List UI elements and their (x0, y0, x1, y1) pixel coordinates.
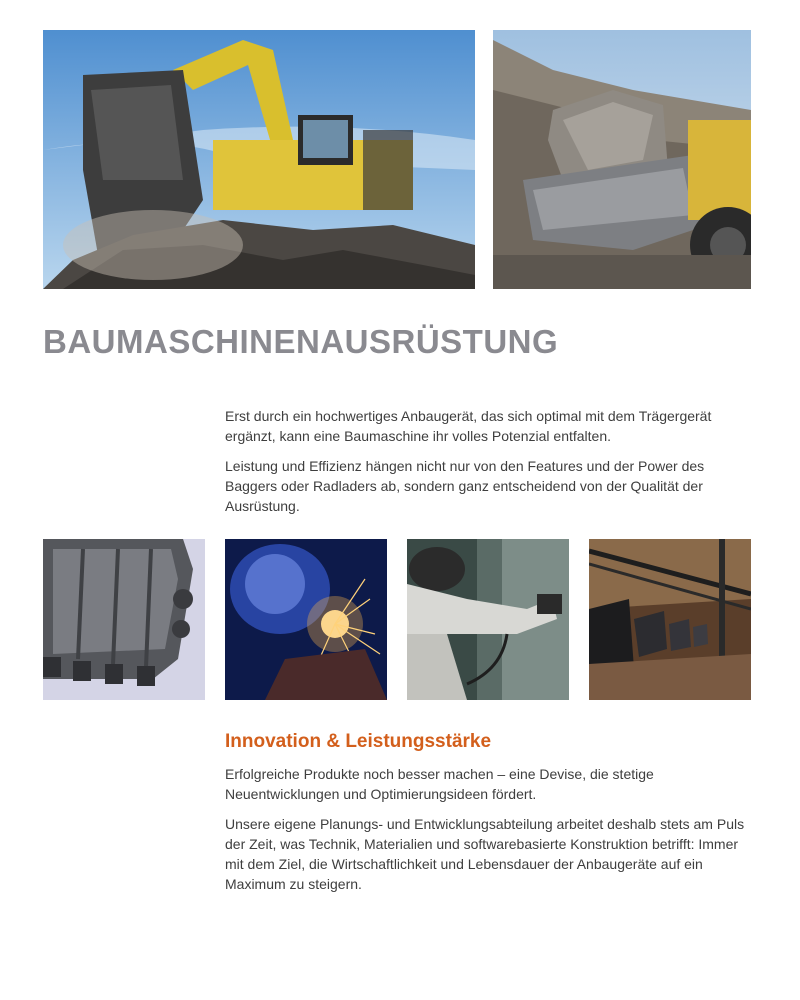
hero-photo-wheel-loader (493, 30, 751, 289)
innovation-paragraph: Unsere eigene Planungs- und Entwicklungsabteilung arbeitet deshalb stets am Puls der Zeit, was Technik, Materialien und softwarebasierte Konstruktion betrifft: Immer mit dem Ziel, die Wirtschaftlichkeit und Lebensdauer der Anbaugeräte auf ein Maximum zu steigern. (225, 816, 745, 892)
photo-bucket-render (43, 539, 205, 700)
photo-worker-grinding (407, 539, 569, 700)
intro-paragraph: Erst durch ein hochwertiges Anbaugerät, das sich optimal mit dem Trägergerät ergänzt, kann eine Baumaschine ihr volles Potenzial entfalten. (225, 408, 712, 444)
innovation-heading: Innovation & Leistungsstärke (225, 731, 492, 752)
intro-text (225, 406, 755, 526)
innovation-section (225, 730, 755, 904)
intro-paragraph: Leistung und Effizienz hängen nicht nur von den Features und der Power des Baggers oder Radladers ab, sondern ganz entscheidend von der Qualität der Ausrüstung. (225, 458, 705, 514)
innovation-paragraph: Erfolgreiche Produkte noch besser machen – eine Devise, die stetige Neuentwicklungen und Optimierungsideen fördert. (225, 766, 654, 802)
page-title: BAUMASCHINENAUSRÜSTUNG (43, 323, 559, 360)
photo-welding (225, 539, 387, 700)
hero-photo-excavator (43, 30, 475, 289)
photo-workshop-hall (589, 539, 751, 700)
